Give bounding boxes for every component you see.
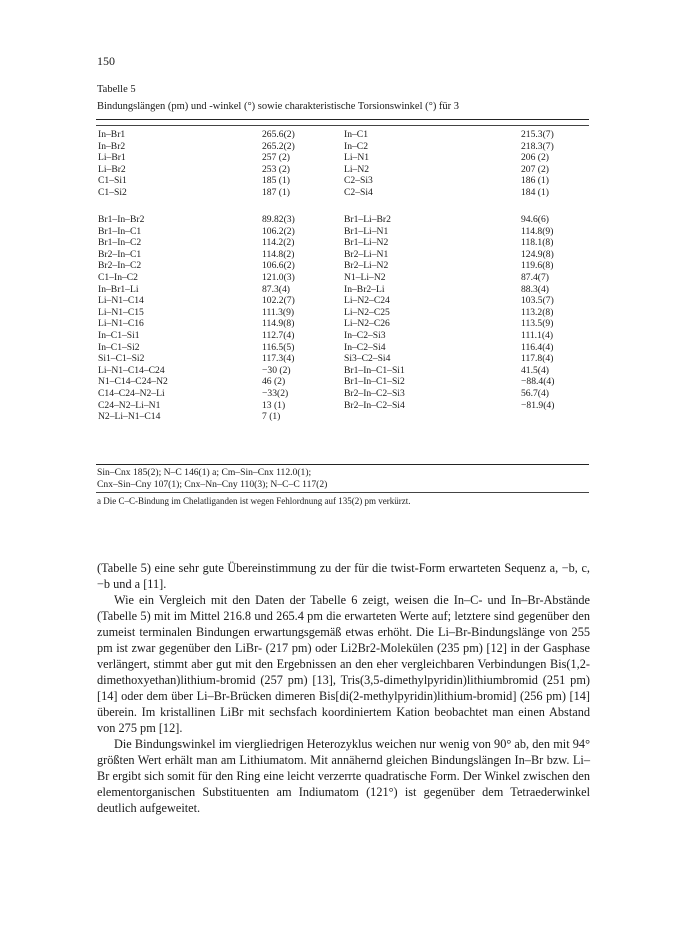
table-top-rule — [96, 119, 589, 120]
table-row — [98, 226, 588, 238]
bond-label: C24–N2–Li–N1 — [98, 399, 161, 411]
bond-label: Li–N1–C14–C24 — [98, 364, 165, 376]
bond-label: In–C2–Si3 — [344, 329, 386, 341]
bond-label: Si1–C1–Si2 — [98, 353, 145, 365]
table-header-rule — [96, 125, 589, 126]
bond-value: 87.4(7) — [521, 271, 549, 283]
table-row — [98, 295, 588, 307]
table-row — [98, 342, 588, 354]
bond-label: In–Br1 — [98, 129, 126, 140]
bond-label: Br2–Li–N2 — [344, 260, 389, 272]
bond-label: C14–C24–N2–Li — [98, 387, 165, 399]
bond-value: 56.7(4) — [521, 387, 549, 399]
bond-label: N2–Li–N1–C14 — [98, 411, 161, 423]
bond-value: 265.6(2) — [262, 129, 295, 140]
table-row — [98, 152, 588, 164]
body-paragraph: Die Bindungswinkel im viergliedrigen Heterozyklus weichen nur wenig von 90° ab, den mit 94° größten Wert erhält man am Lithiumatom. Mit annähernd gleichen Bindungslängen In–Br bzw. Li–Br ergibt sich somit für den Ring eine leicht verzerrte quadratische Form. Der Winkel zwischen den elementorganischen Substituenten am Indiumatom (121°) ist gegenüber dem Tetraederwinkel deutlich aufgeweitet. — [97, 737, 590, 815]
bond-value: 124.9(8) — [521, 248, 554, 260]
table-row — [98, 411, 588, 423]
bond-value: 89.82(3) — [262, 214, 295, 225]
bond-label: Br1–In–C1–Si1 — [344, 364, 405, 376]
bond-label: Li–N2–C25 — [344, 306, 390, 318]
bond-label: Li–N1–C14 — [98, 295, 144, 307]
bond-value: 253 (2) — [262, 163, 290, 175]
bond-value: 114.2(2) — [262, 237, 295, 249]
bond-label: C1–In–C2 — [98, 271, 138, 283]
table-row — [98, 284, 588, 296]
bond-label: In–C1–Si1 — [98, 329, 140, 341]
bond-label: Li–N1–C15 — [98, 306, 144, 318]
bond-value: 185 (1) — [262, 175, 290, 187]
table-row — [98, 388, 588, 400]
bond-value: 117.3(4) — [262, 353, 295, 365]
bond-angle-block — [98, 214, 588, 423]
bond-label: Br2–In–C1 — [98, 248, 142, 260]
bond-label: In–C2–Si4 — [344, 341, 386, 353]
bond-value: 116.5(5) — [262, 341, 295, 353]
bond-value: 88.3(4) — [521, 283, 549, 295]
bond-label: Br1–In–C1–Si2 — [344, 376, 405, 388]
bond-value: 46 (2) — [262, 376, 286, 388]
bond-value: 111.3(9) — [262, 306, 295, 318]
bond-value: 117.8(4) — [521, 353, 554, 365]
bond-label: Br1–In–C2 — [98, 237, 142, 249]
bond-label: Br2–In–C2 — [98, 260, 142, 272]
table-row — [98, 272, 588, 284]
bond-label: Li–Br2 — [98, 163, 126, 175]
bond-value: 121.0(3) — [262, 271, 295, 283]
table-row — [98, 400, 588, 412]
bond-value: 7 (1) — [262, 411, 281, 423]
bond-value: 113.5(9) — [521, 318, 554, 330]
bond-label: Br1–Li–N2 — [344, 237, 389, 249]
bond-label: Br2–In–C2–Si3 — [344, 387, 405, 399]
bond-value: 187 (1) — [262, 186, 290, 198]
body-text — [97, 560, 590, 816]
bond-value: −30 (2) — [262, 364, 291, 376]
table-row — [98, 237, 588, 249]
bond-label: In–C2 — [344, 140, 368, 152]
body-paragraph: Wie ein Vergleich mit den Daten der Tabelle 6 zeigt, weisen die In–C- und In–Br-Abstände (Tabelle 5) mit im Mittel 216.8 und 265.4 pm die erwarteten Werte auf; letztere sind gegenüber den zumeist terminalen Bindungen erwartungsgemäß etwas erhöht. Die Li–Br-Bindungslänge von 255 pm ist zwar gegenüber den LiBr- (217 pm) oder Li2Br2-Molekülen (235 pm) [12] in der Gasphase verlängert, stimmt aber gut mit den Ergebnissen an den eher vergleichbaren Verbindungen Bis(1,2-dimethoxyethan)lithium-bromid (257 pm) [13], Tris(3,5-dimethylpyridin)lithiumbromid (251 pm) [14] oder dem über Li–Br-Brücken dimeren Bis[di(2-methylpyridin)lithium-bromid] (256 pm) [14] überein. Im kristallinen LiBr mit sechsfach koordiniertem Kation beobachtet man einen Abstand von 275 pm [12]. — [97, 593, 590, 735]
bond-label: C2–Si3 — [344, 175, 373, 187]
bond-label: Li–N2–C24 — [344, 295, 390, 307]
bond-label: Li–N1 — [344, 152, 370, 164]
bond-label: In–Br1–Li — [98, 283, 139, 295]
table-row — [98, 164, 588, 176]
table-row — [98, 365, 588, 377]
bond-value: 114.8(2) — [262, 248, 295, 260]
bond-value: 218.3(7) — [521, 140, 554, 152]
bond-label: Br1–Li–N1 — [344, 225, 389, 237]
table-footnote-line: Cnx–Sin–Cny 107(1); Cnx–Nn–Cny 110(3); N–C–C 117(2) — [97, 479, 328, 490]
table-row — [98, 307, 588, 319]
table-row — [98, 260, 588, 272]
bond-label: Br1–Li–Br2 — [344, 214, 391, 225]
bond-value: −88.4(4) — [521, 376, 555, 388]
table-row — [98, 175, 588, 187]
table-footnote-a: a Die C–C-Bindung im Chelatliganden ist wegen Fehlordnung auf 135(2) pm verkürzt. — [97, 496, 411, 506]
bond-value: 119.6(8) — [521, 260, 554, 272]
bond-value: −33(2) — [262, 387, 289, 399]
bond-value: 206 (2) — [521, 152, 549, 164]
bond-label: C2–Si4 — [344, 186, 373, 198]
bond-label: Br1–In–Br2 — [98, 214, 145, 225]
bond-label: Br1–In–C1 — [98, 225, 142, 237]
table-row — [98, 249, 588, 261]
bond-value: 13 (1) — [262, 399, 286, 411]
bond-value: 94.6(6) — [521, 214, 549, 225]
bond-value: 103.5(7) — [521, 295, 554, 307]
bond-value: 207 (2) — [521, 163, 549, 175]
table-row — [98, 353, 588, 365]
bond-label: N1–Li–N2 — [344, 271, 386, 283]
bond-length-block — [98, 129, 588, 199]
bond-label: Li–N2–C26 — [344, 318, 390, 330]
table-row — [98, 214, 588, 226]
table-row — [98, 330, 588, 342]
bond-label: Li–N2 — [344, 163, 370, 175]
bond-value: 215.3(7) — [521, 129, 554, 140]
bond-value: 111.1(4) — [521, 329, 554, 341]
body-paragraph: (Tabelle 5) eine sehr gute Übereinstimmung zu der für die twist-Form erwarteten Sequenz a, −b, c, −b und a [11]. — [97, 561, 590, 591]
table-caption: Bindungslängen (pm) und -winkel (°) sowie charakteristische Torsionswinkel (°) für 3 — [97, 101, 460, 112]
bond-value: 116.4(4) — [521, 341, 554, 353]
bond-label: Li–N1–C16 — [98, 318, 144, 330]
table-row — [98, 187, 588, 199]
bond-value: 257 (2) — [262, 152, 290, 164]
footnote-rule — [96, 492, 589, 493]
bond-label: Li–Br1 — [98, 152, 126, 164]
bond-value: 265.2(2) — [262, 140, 295, 152]
bond-value: 113.2(8) — [521, 306, 554, 318]
bond-label: In–C1–Si2 — [98, 341, 140, 353]
bond-value: 41.5(4) — [521, 364, 549, 376]
bond-value: 106.6(2) — [262, 260, 295, 272]
bond-label: In–C1 — [344, 129, 368, 140]
table-row — [98, 376, 588, 388]
bond-value: 114.9(8) — [262, 318, 295, 330]
bond-value: 114.8(9) — [521, 225, 554, 237]
bond-value: 106.2(2) — [262, 225, 295, 237]
table-bottom-rule — [96, 464, 589, 465]
table-footnote-line: Sin–Cnx 185(2); N–C 146(1) a; Cm–Sin–Cnx 112.0(1); — [97, 467, 312, 478]
bond-value: 112.7(4) — [262, 329, 295, 341]
bond-label: Si3–C2–Si4 — [344, 353, 391, 365]
table-row — [98, 129, 588, 141]
bond-label: N1–C14–C24–N2 — [98, 376, 168, 388]
table-row — [98, 318, 588, 330]
bond-value: −81.9(4) — [521, 399, 555, 411]
bond-label: In–Br2 — [98, 140, 126, 152]
bond-label: Br2–Li–N1 — [344, 248, 389, 260]
bond-value: 186 (1) — [521, 175, 549, 187]
bond-label: C1–Si1 — [98, 175, 127, 187]
bond-value: 118.1(8) — [521, 237, 554, 249]
page-number: 150 — [97, 54, 115, 68]
bond-label: Br2–In–C2–Si4 — [344, 399, 405, 411]
bond-value: 87.3(4) — [262, 283, 290, 295]
table-label: Tabelle 5 — [97, 84, 136, 95]
bond-value: 102.2(7) — [262, 295, 295, 307]
bond-label: C1–Si2 — [98, 186, 127, 198]
table-row — [98, 141, 588, 153]
bond-label: In–Br2–Li — [344, 283, 385, 295]
bond-value: 184 (1) — [521, 186, 549, 198]
